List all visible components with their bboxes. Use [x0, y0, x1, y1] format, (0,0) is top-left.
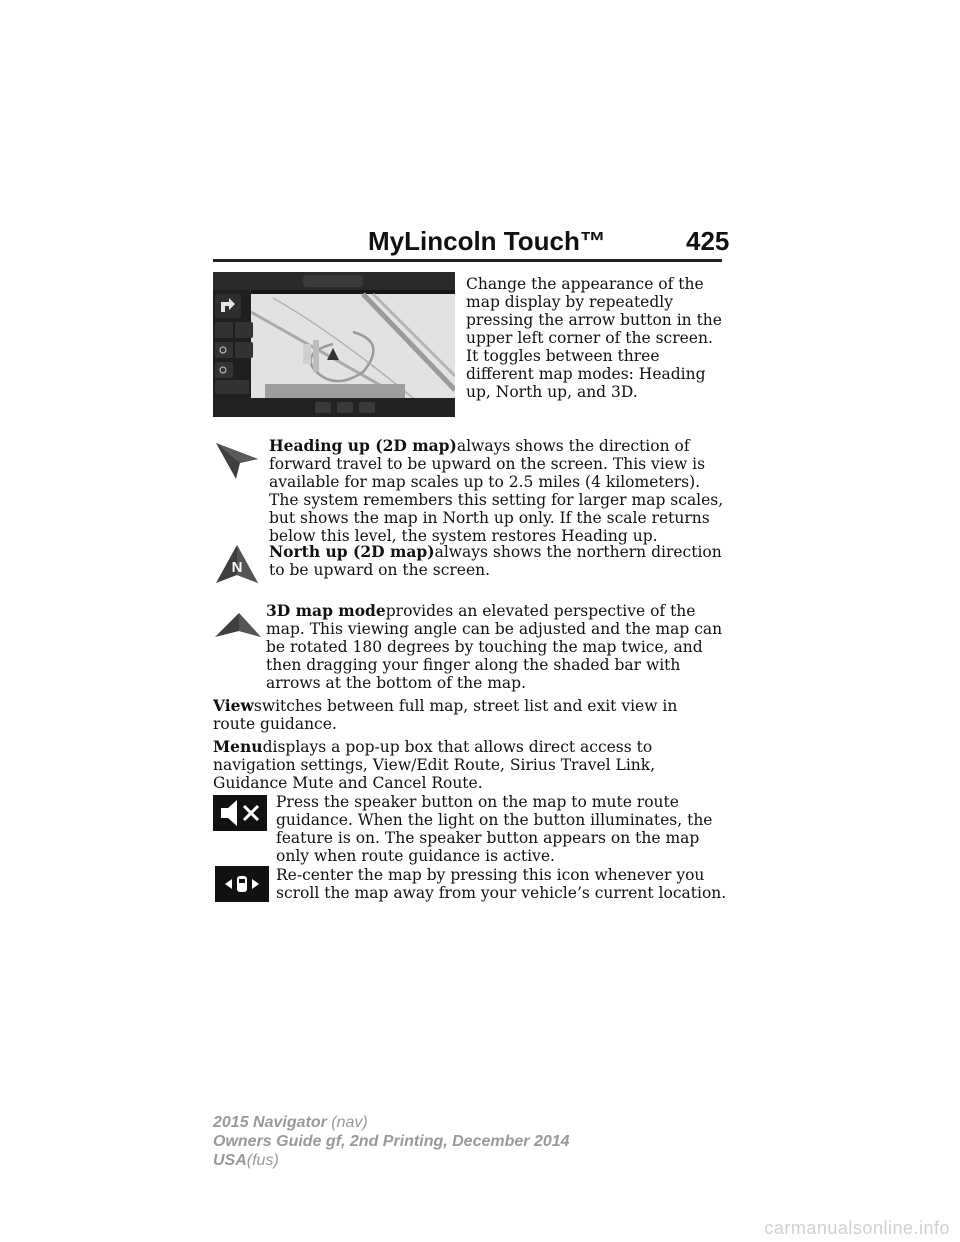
menu-paragraph [213, 738, 723, 792]
site-watermark: carmanualsonline.info [764, 1218, 950, 1238]
north-up-description [269, 543, 725, 579]
3d-map-description [266, 602, 726, 692]
footer-model: 2015 Navigator [213, 1114, 327, 1131]
page-number: 425 [686, 226, 730, 256]
heading-up-text: always shows the direction of forward travel to be upward on the screen. This view is available for map scales up to 2.5 miles (4 kilometers). The system remembers this setting for larger map scales, but shows the map in North up only. If the scale returns below this level, the system restores Heading up. [269, 437, 724, 545]
recenter-vehicle-icon [215, 866, 269, 902]
footer-guide: Owners Guide gf, 2nd Printing, December 2014 [213, 1133, 570, 1150]
recenter-description: Re-center the map by pressing this icon whenever you scroll the map away from your vehicle’s current location. [276, 866, 727, 902]
menu-text: displays a pop-up box that allows direct access to navigation settings, View/Edit Route, Sirius Travel Link, Guidance Mute and Cancel Route. [213, 738, 656, 792]
3d-map-term: 3D map mode [266, 601, 386, 620]
speaker-mute-icon [213, 795, 267, 831]
heading-up-term: Heading up (2D map) [269, 436, 457, 455]
view-paragraph [213, 697, 693, 733]
north-up-term: North up (2D map) [269, 542, 435, 561]
heading-up-arrow-icon [214, 437, 260, 481]
intro-paragraph: Change the appearance of the map display by repeatedly pressing the arrow button in the upper left corner of the screen. It toggles between three different map modes: Heading up, North up, and 3D. [466, 275, 722, 401]
map-display-screenshot [213, 272, 455, 417]
north-letter: N [231, 559, 243, 576]
north-up-arrow-icon [214, 543, 260, 587]
3d-map-text: provides an elevated perspective of the map. This viewing angle can be adjusted and the map can be rotated 180 degrees by touching the map twice, and then dragging your finger along the shaded bar with arrows at the bottom of the map. [266, 602, 723, 692]
view-text: switches between full map, street list and exit view in route guidance. [213, 697, 678, 733]
footer-region: USA [213, 1152, 247, 1169]
page-header-title: MyLincoln Touch™ [368, 226, 606, 256]
footer-region-tag: (fus) [246, 1152, 279, 1169]
header-divider [213, 259, 722, 262]
page-footer [213, 1113, 570, 1170]
north-up-text: always shows the northern direction to be upward on the screen. [269, 543, 722, 579]
heading-up-description [269, 437, 725, 545]
speaker-description: Press the speaker button on the map to mute route guidance. When the light on the button illuminates, the feature is on. The speaker button appears on the map only when route guidance is active. [276, 793, 713, 865]
menu-term: Menu [213, 737, 263, 756]
view-term: View [213, 696, 254, 715]
3d-map-arrow-icon [213, 611, 263, 641]
footer-model-tag: (nav) [331, 1114, 368, 1131]
